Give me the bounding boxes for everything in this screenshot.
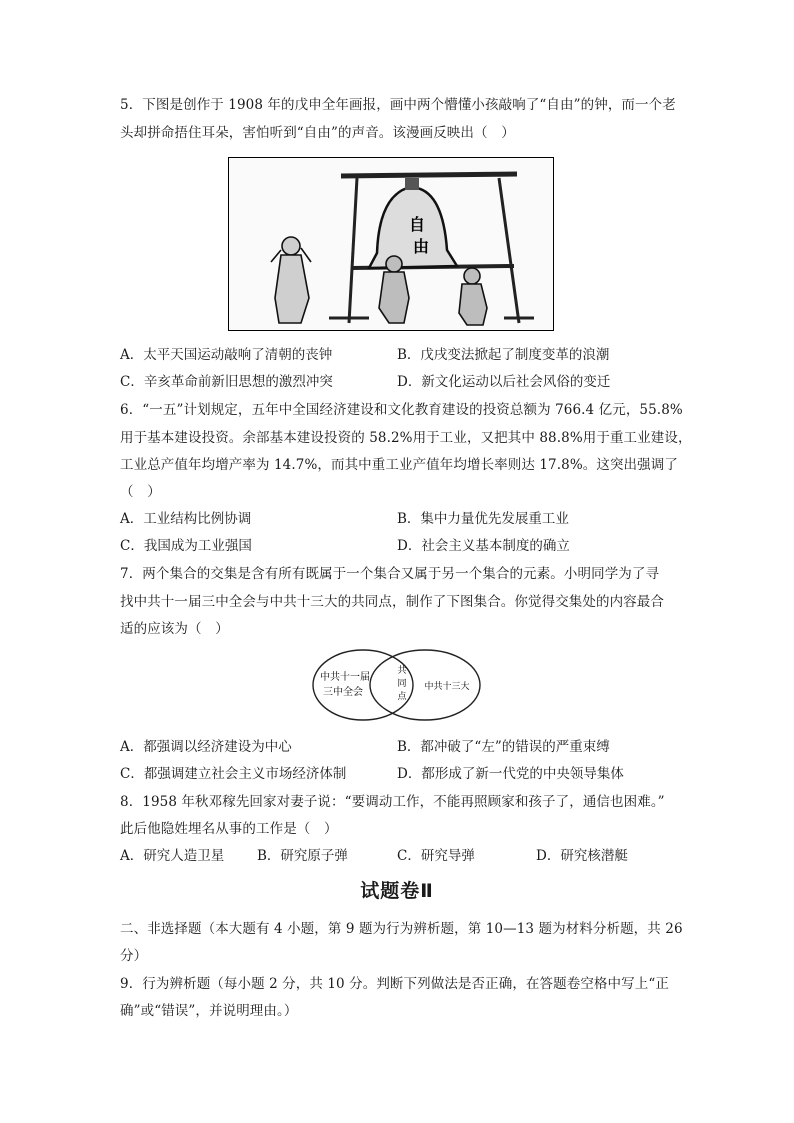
- bell-character-1: 自: [408, 215, 426, 234]
- venn-right-label: 中共十三大: [424, 682, 470, 692]
- q7-option-a[interactable]: A．都强调以经济建设为中心: [120, 739, 292, 755]
- bell-character-2: 由: [412, 237, 430, 256]
- q7-option-d[interactable]: D．都形成了新一代党的中央领导集体: [397, 766, 624, 782]
- q5-option-a[interactable]: A．太平天国运动敲响了清朝的丧钟: [120, 347, 333, 363]
- q7-option-b[interactable]: B．都冲破了“左”的错误的严重束缚: [397, 739, 610, 755]
- q6-stem-line4: （ ）: [120, 484, 161, 500]
- q7-option-c[interactable]: C．都强调建立社会主义市场经济体制: [120, 766, 347, 782]
- q8-option-d[interactable]: D．研究核潜艇: [536, 848, 628, 864]
- venn-left-label-1: 中共十一届: [320, 672, 370, 683]
- q7-stem-line2: 找中共十一届三中全会与中共十三大的共同点，制作了下图集合。你觉得交集处的内容最合: [120, 594, 664, 610]
- q7-stem-line1: 7．两个集合的交集是含有所有既属于一个集合又属于另一个集合的元素。小明同学为了寻: [120, 566, 660, 582]
- venn-left-label-2: 三中全会: [323, 687, 363, 698]
- venn-middle-char-1: 共: [397, 666, 407, 676]
- q6-option-a[interactable]: A．工业结构比例协调: [120, 511, 252, 527]
- q7-stem-line3: 适的应该为（ ）: [120, 621, 229, 637]
- q6-option-d[interactable]: D．社会主义基本制度的确立: [397, 538, 570, 554]
- q6-stem-line3: 工业总产值年均增产率为 14.7%，而其中重工业产值年均增长率则达 17.8%。这突出强调了: [120, 457, 678, 473]
- q5-option-c[interactable]: C．辛亥革命前新旧思想的激烈冲突: [120, 374, 333, 390]
- q5-stem-line1: 5．下图是创作于 1908 年的戊申全年画报，画中两个懵懂小孩敲响了“自由”的钟，而一个老: [120, 97, 676, 113]
- venn-middle-char-3: 点: [397, 692, 407, 702]
- section-title: 试题卷Ⅱ: [360, 880, 434, 902]
- q8-option-a[interactable]: A．研究人造卫星: [120, 848, 225, 864]
- q6-stem-line2: 用于基本建设投资。余部基本建设投资的 58.2%用于工业，又把其中 88.8%用于重工业建设，: [120, 430, 692, 446]
- q5-option-d[interactable]: D．新文化运动以后社会风俗的变迁: [397, 374, 611, 390]
- q8-stem-line1: 8．1958 年秋邓稼先回家对妻子说：“要调动工作，不能再照顾家和孩子了，通信也困难。”: [120, 794, 665, 810]
- q8-option-b[interactable]: B．研究原子弹: [257, 848, 348, 864]
- q6-option-c[interactable]: C．我国成为工业强国: [120, 538, 252, 554]
- q9-stem-line2: 确”或“错误”，并说明理由。）: [120, 1003, 298, 1019]
- section2-intro-line2: 分）: [120, 948, 148, 964]
- q5-option-b[interactable]: B．戊戌变法掀起了制度变革的浪潮: [397, 347, 610, 363]
- cartoon-illustration: [229, 158, 552, 329]
- venn-diagram: [305, 645, 485, 725]
- venn-middle-char-2: 同: [397, 679, 407, 689]
- q8-stem-line2: 此后他隐姓埋名从事的工作是（ ）: [120, 821, 338, 837]
- q5-stem-line2: 头却拼命捂住耳朵，害怕听到“自由”的声音。该漫画反映出（ ）: [120, 125, 515, 141]
- q6-option-b[interactable]: B．集中力量优先发展重工业: [397, 511, 569, 527]
- q6-stem-line1: 6．“一五”计划规定，五年中全国经济建设和文化教育建设的投资总额为 766.4 亿元，55.8%: [120, 402, 683, 418]
- liberty-bell-cartoon: [228, 157, 554, 331]
- section2-intro-line1: 二、非选择题（本大题有 4 小题，第 9 题为行为辨析题，第 10—13 题为材料分析题，共 26: [120, 921, 683, 937]
- q8-option-c[interactable]: C．研究导弹: [397, 848, 475, 864]
- q9-stem-line1: 9．行为辨析题（每小题 2 分，共 10 分。判断下列做法是否正确，在答题卷空格中写上“正: [120, 976, 669, 992]
